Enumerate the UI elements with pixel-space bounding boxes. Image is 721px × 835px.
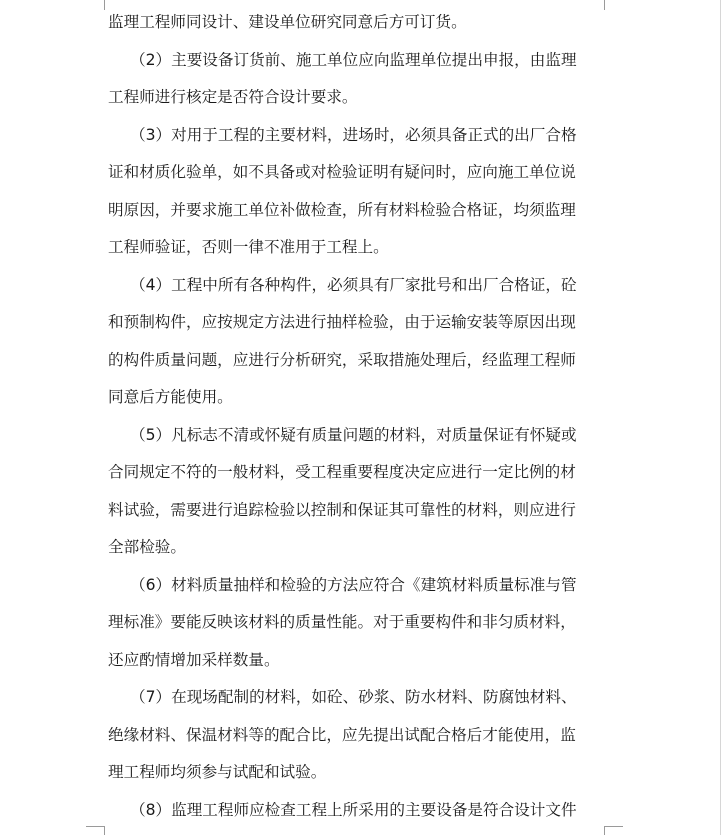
text-line: （3）对用于工程的主要材料，进场时，必须具备正式的出厂合格 (130, 125, 577, 144)
margin-corner-bottom-left (86, 826, 105, 835)
text-line: 理标准》要能反映该材料的质量性能。对于重要构件和非匀质材料， (108, 613, 576, 631)
text-line: （6）材料质量抽样和检验的方法应符合《建筑材料质量标准与管 (130, 575, 577, 594)
text-line: 工程师验证，否则一律不准用于工程上。 (108, 238, 389, 256)
text-line: 明原因，并要求施工单位补做检查，所有材料检验合格证，均须监理 (108, 200, 576, 219)
text-line: 还应酌情增加采样数量。 (108, 650, 280, 669)
text-line: 工程师进行核定是否符合设计要求。 (108, 88, 358, 106)
document-body-text (108, 4, 608, 829)
text-line: （4）工程中所有各种构件，必须具有厂家批号和出厂合格证，砼 (130, 275, 577, 294)
text-line: （7）在现场配制的材料，如砼、砂浆、防水材料、防腐蚀材料、 (130, 688, 577, 706)
text-line: 理工程师均须参与试配和试验。 (108, 763, 327, 781)
text-line: 料试验，需要进行追踪检验以控制和保证其可靠性的材料，则应进行 (108, 500, 576, 519)
text-line: 合同规定不符的一般材料，受工程重要程度决定应进行一定比例的材 (108, 463, 576, 481)
text-line: 和预制构件，应按规定方法进行抽样检验，由于运输安装等原因出现 (108, 313, 576, 331)
text-line: 绝缘材料、保温材料等的配合比，应先提出试配合格后才能使用，监 (108, 725, 576, 744)
text-line: 同意后方能使用。 (108, 388, 233, 406)
text-line: 全部检验。 (108, 538, 186, 556)
text-line: 的构件质量问题，应进行分析研究，采取措施处理后，经监理工程师 (108, 350, 576, 369)
text-line: （2）主要设备订货前、施工单位应向监理单位提出申报，由监理 (130, 50, 577, 69)
text-line: （5）凡标志不清或怀疑有质量问题的材料，对质量保证有怀疑或 (130, 425, 577, 444)
text-line: 监理工程师同设计、建设单位研究同意后方可订货。 (108, 13, 467, 31)
text-line: （8）监理工程师应检查工程上所采用的主要设备是符合设计文件 (130, 800, 577, 819)
margin-corner-top-left (86, 0, 105, 10)
text-line: 证和材质化验单，如不具备或对检验证明有疑问时，应向施工单位说 (108, 163, 576, 181)
